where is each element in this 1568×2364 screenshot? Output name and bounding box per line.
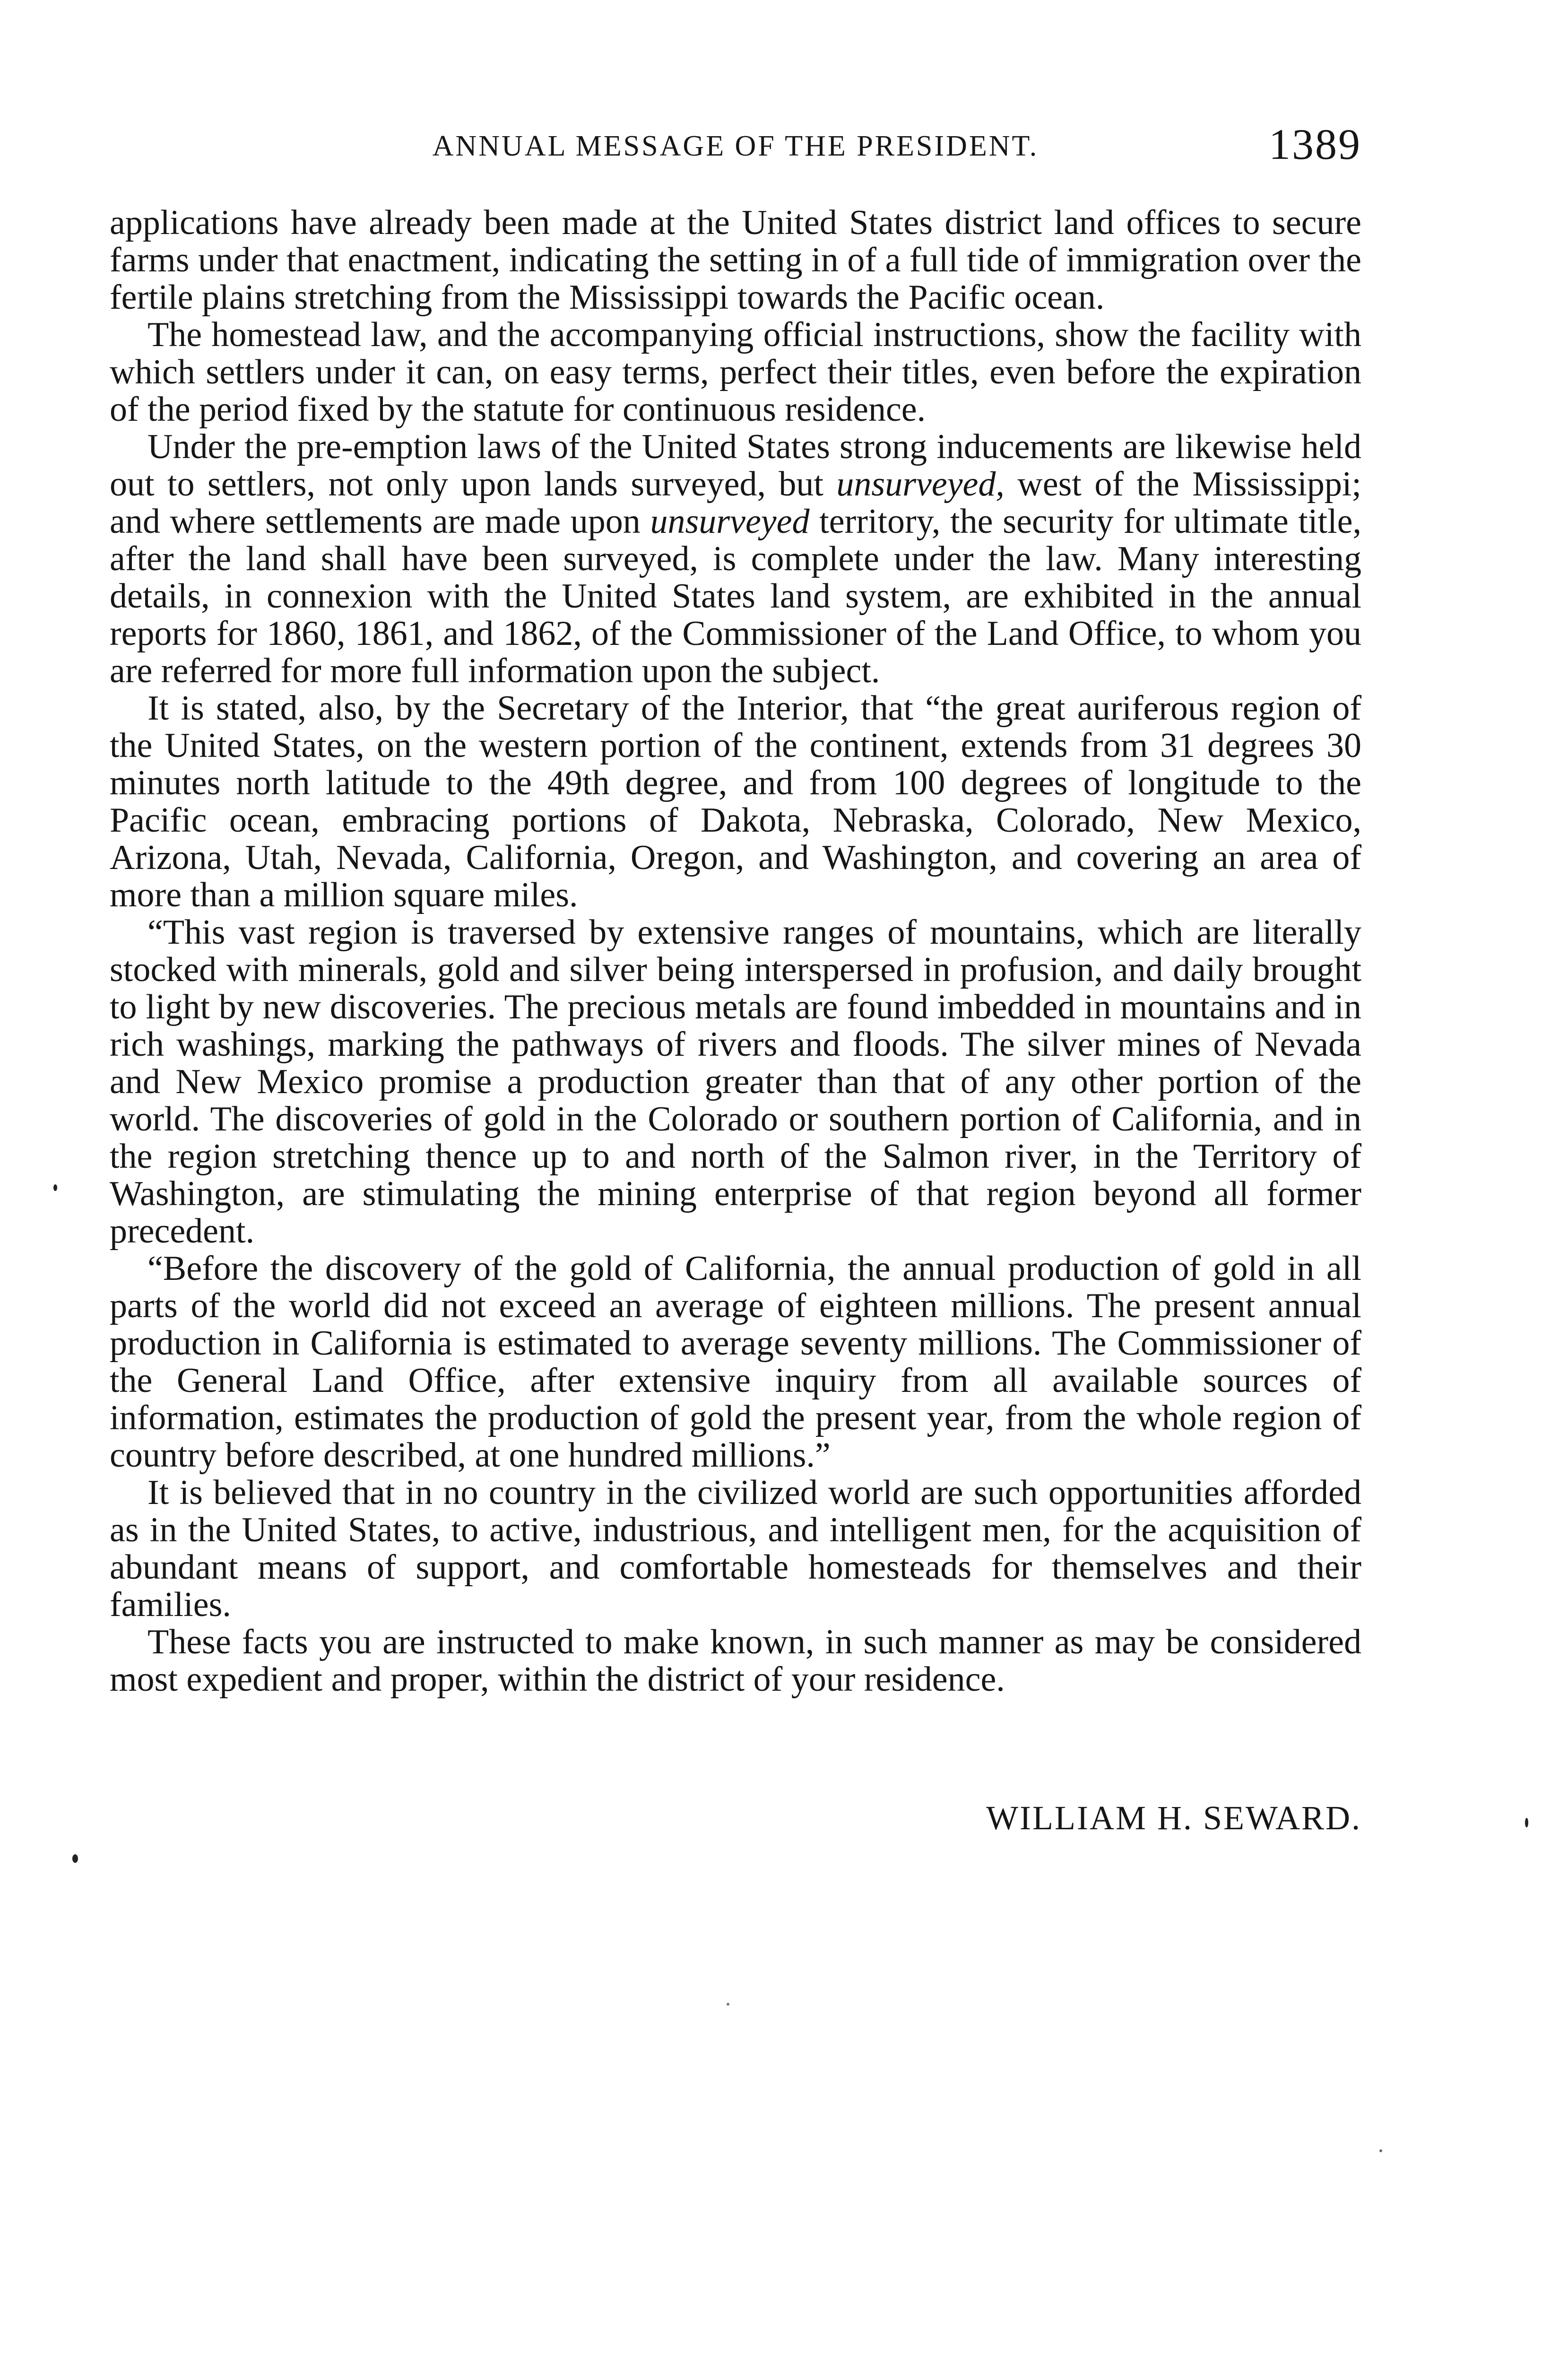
ink-speck [1379, 2149, 1382, 2152]
body-text [110, 204, 1361, 1698]
ink-speck [72, 1854, 78, 1863]
paragraph-5: “This vast region is traversed by extensive ranges of mountains, which are literally stocked with minerals, gold and silver being interspersed in profusion, and daily brought to light by new discoveries. The precious metals are found imbedded in mountains and in rich washings, marking the pathways of rivers and floods. The silver mines of Nevada and New Mexico promise a production greater than that of any other portion of the world. The discoveries of gold in the Colorado or southern portion of California, and in the region stretching thence up to and north of the Salmon river, in the Territory of Washington, are stimulating the mining enterprise of that region beyond all former precedent. [110, 913, 1361, 1251]
paragraph-3-part-c: west of the Mississippi; and where settlements are made upon [110, 465, 1361, 541]
signature: WILLIAM H. SEWARD. [986, 1799, 1361, 1837]
running-title: ANNUAL MESSAGE OF THE PRESIDENT. [432, 130, 1039, 162]
paragraph-3 [110, 428, 1361, 690]
ink-speck [1525, 1818, 1528, 1827]
paragraph-7: It is believed that in no country in the civilized world are such opportunities afforded as in the United States, to active, industrious, and intelligent men, for the acquisition of abundant means of support, and comfortable homesteads for themselves and their families. [110, 1473, 1361, 1624]
italic-unsurveyed-1: unsurveyed, [836, 465, 1005, 504]
ink-speck [727, 2003, 729, 2006]
ink-speck [53, 1184, 57, 1191]
paragraph-4: It is stated, also, by the Secretary of the Interior, that “the great auriferous region of the United States, on the western portion of the continent, extends from 31 degrees 30 minutes north latitude to the 49th degree, and from 100 degrees of longitude to the Pacific ocean, embracing portions of Dakota, Nebraska, Colorado, New Mexico, Arizona, Utah, Nevada, California, Oregon, and Washington, and covering an area of more than a million square miles. [110, 689, 1361, 914]
italic-unsurveyed-2: unsurveyed [650, 502, 810, 541]
paragraph-3-part-a: Under the pre-emption laws of the United States strong inducements are likewise held out to settlers, not only upon lands surveyed, but [110, 427, 1361, 504]
paragraph-2: The homestead law, and the accompanying official instructions, show the facility with which settlers under it can, on easy terms, perfect their titles, even before the expiration of the period fixed by the statute for continuous residence. [110, 315, 1361, 429]
paragraph-3-part-e: territory, the security for ultimate title, after the land shall have been surveyed, is complete under the law. Many interesting details, in connexion with the United States land system, are exhibited in the annual reports for 1860, 1861, and 1862, of the Commissioner of the Land Office, to whom you are referred for more full information upon the subject. [110, 502, 1361, 690]
paragraph-6: “Before the discovery of the gold of California, the annual production of gold in all parts of the world did not exceed an average of eighteen millions. The present annual production in California is estimated to average seventy millions. The Commissioner of the General Land Office, after extensive inquiry from all available sources of information, estimates the production of gold the present year, from the whole region of country before described, at one hundred millions.” [110, 1249, 1361, 1475]
paragraph-8: These facts you are instructed to make known, in such manner as may be considered most expedient and proper, within the district of your residence. [110, 1623, 1361, 1699]
running-head [110, 121, 1361, 173]
page-number: 1389 [1269, 120, 1361, 168]
paragraph-1: applications have already been made at the United States district land offices to secure farms under that enactment, indicating the setting in of a full tide of immigration over the fertile plains stretching from the Mississippi towards the Pacific ocean. [110, 203, 1361, 317]
